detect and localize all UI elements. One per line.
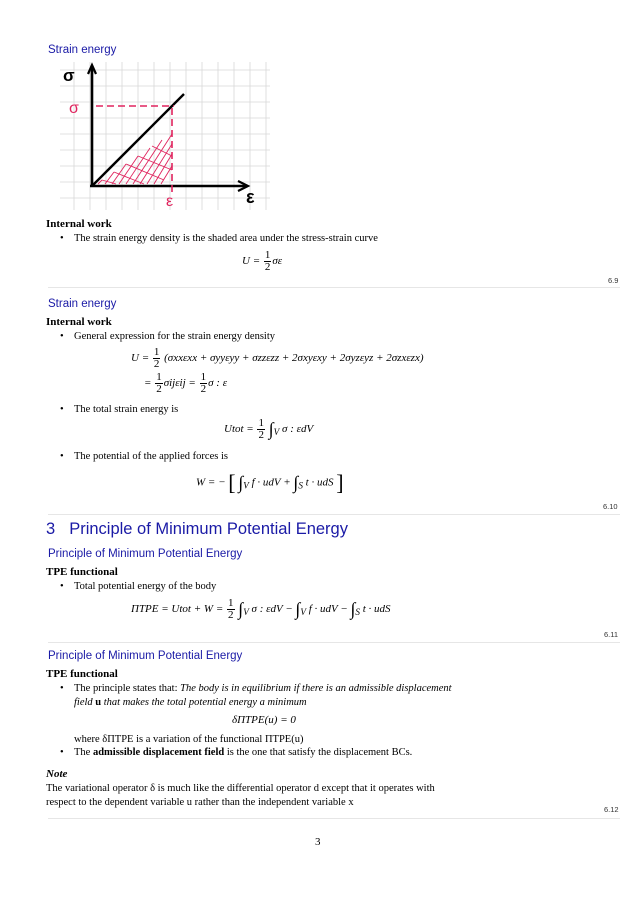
- equation-tpe: ΠTPE = Utot + W = $\frac{1}{2}$ $\int_V$ σ : $\varepsilon dV - \int_V$ f · udV − $\int_S$ t · udS: [131, 597, 391, 621]
- block-title: Internal work: [46, 218, 112, 230]
- frame-title: Strain energy: [48, 298, 117, 310]
- axis-y-label: σ: [63, 66, 75, 85]
- slide-number: 6.12: [604, 805, 619, 814]
- section-heading: 3 Principle of Minimum Potential Energy: [46, 520, 348, 538]
- stress-strain-sketch: [60, 62, 270, 210]
- equation-total-strain-energy: Utot = $\frac{1}{2}$ $\int_V$ σ : εdV: [224, 417, 314, 441]
- bullet-item: • General expression for the strain energy density: [60, 331, 275, 342]
- bullet-item: • The principle states that: The body is in equilibrium if there is an admissible displacement: [60, 683, 452, 694]
- note-text-line: respect to the dependent variable u rather than the independent variable x: [46, 797, 354, 808]
- stress-marker-label: σ: [69, 100, 79, 117]
- equation-applied-forces: W = − [ $\int_V$ f · udV + $\int_S$ t · udS ]: [196, 470, 344, 495]
- frame-title: Principle of Minimum Potential Energy: [48, 650, 243, 662]
- bullet-item: • The admissible displacement field is the one that satisfy the displacement BCs.: [60, 747, 413, 758]
- frame-title: Principle of Minimum Potential Energy: [48, 548, 243, 560]
- page-number: 3: [315, 836, 321, 848]
- equation-general-density: U = $\frac{1}{2}$ (σxxεxx + σyyεyy + σzzεzz + 2σxyεxy + 2σyzεyz + 2σzxεzx): [131, 346, 424, 370]
- slide-number: 6.11: [604, 630, 619, 639]
- bullet-item: • The strain energy density is the shaded area under the stress-strain curve: [60, 233, 378, 244]
- where-clause: where δΠTPE is a variation of the functional ΠTPE(u): [74, 734, 304, 745]
- block-title: TPE functional: [46, 668, 118, 680]
- slide-number: 6.9: [608, 276, 619, 285]
- note-text-line: The variational operator δ is much like the differential operator d except that it operates with: [46, 783, 435, 794]
- block-title: TPE functional: [46, 566, 118, 578]
- bullet-item: • Total potential energy of the body: [60, 581, 217, 592]
- bullet-continuation: field u that makes the total potential energy a minimum: [74, 697, 307, 708]
- equation-tensor-form: = $\frac{1}{2}$ σijεij = $\frac{1}{2}$ σ : ε: [144, 371, 228, 395]
- equation-strain-energy-density: U = $\frac{1}{2}$ σε: [242, 249, 283, 273]
- block-title: Internal work: [46, 316, 112, 328]
- frame-title: Strain energy: [48, 44, 117, 56]
- axis-x-label: ε: [246, 187, 255, 207]
- strain-marker-label: ε: [166, 193, 174, 210]
- bullet-item: • The potential of the applied forces is: [60, 451, 228, 462]
- note-title: Note: [46, 768, 68, 780]
- slide-number: 6.10: [603, 502, 618, 511]
- equation-variation: δΠTPE(u) = 0: [232, 714, 296, 726]
- bullet-item: • The total strain energy is: [60, 404, 179, 415]
